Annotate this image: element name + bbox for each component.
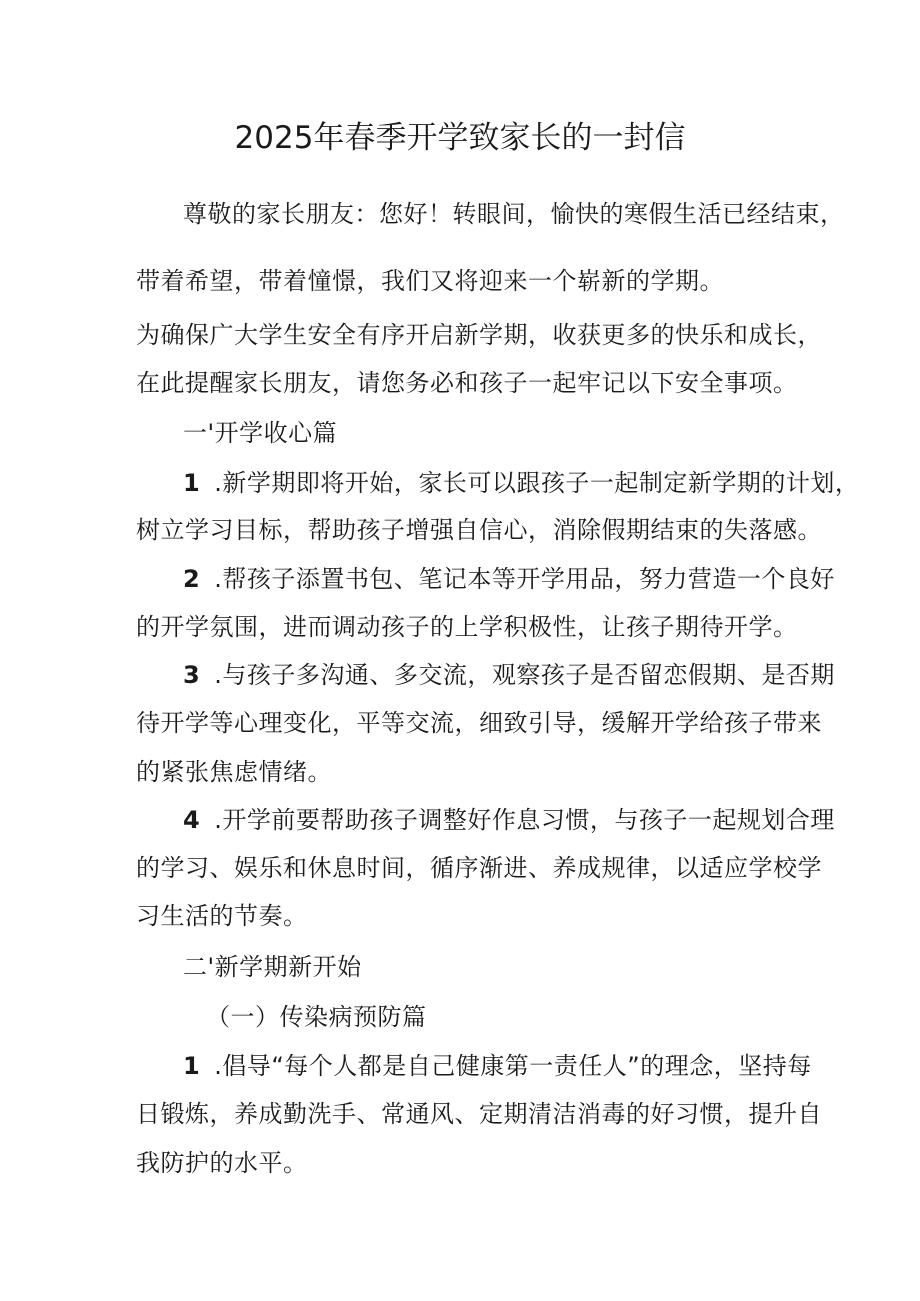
subsection-heading: （一）传染病预防篇 [206,1003,427,1031]
intro-line: 带着希望，带着憧憬，我们又将迎来一个崭新的学期。 [136,267,724,295]
list-item-line [183,562,835,596]
list-item-line [183,1049,812,1083]
item-number: 3 [183,661,201,689]
intro-line: 尊敬的家长朋友：您好！转眼间，愉快的寒假生活已经结束， [183,200,845,228]
item-text: .帮孩子添置书包、笔记本等开学用品，努力营造一个良好 [214,565,835,593]
item-text: .与孩子多沟通、多交流，观察孩子是否留恋假期、是否期 [214,661,835,689]
list-item-line: 日锻炼，养成勤洗手、常通风、定期清洁消毒的好习惯，提升自 [136,1100,822,1128]
item-text: .倡导“每个人都是自己健康第一责任人”的理念，坚持每 [214,1052,812,1080]
list-item-line: 树立学习目标，帮助孩子增强自信心，消除假期结束的失落感。 [136,516,822,544]
list-item-line [183,466,859,500]
item-number: 2 [183,565,201,593]
item-number: 1 [183,469,201,497]
item-number: 1 [183,1052,201,1080]
section-heading: 一'开学收心篇 [183,419,338,447]
list-item-line: 我防护的水平。 [136,1149,308,1177]
intro-line: 为确保广大学生安全有序开启新学期，收获更多的快乐和成长， [136,321,822,349]
list-item-line: 的开学氛围，进而调动孩子的上学积极性，让孩子期待开学。 [136,613,798,641]
item-text: .开学前要帮助孩子调整好作息习惯，与孩子一起规划合理 [214,806,835,834]
list-item-line: 习生活的节奏。 [136,902,308,930]
item-number: 4 [183,806,201,834]
list-item-line: 的学习、娱乐和休息时间，循序渐进、养成规律，以适应学校学 [136,854,822,882]
item-text: .新学期即将开始，家长可以跟孩子一起制定新学期的计划， [214,469,860,497]
list-item-line: 待开学等心理变化，平等交流，细致引导，缓解开学给孩子带来 [136,709,822,737]
list-item-line: 的紧张焦虑情绪。 [136,758,332,786]
list-item-line [183,803,835,837]
document-title: 2025年春季开学致家长的一封信 [234,120,686,156]
list-item-line [183,658,835,692]
section-heading: 二'新学期新开始 [183,953,362,981]
intro-line: 在此提醒家长朋友，请您务必和孩子一起牢记以下安全事项。 [136,369,798,397]
